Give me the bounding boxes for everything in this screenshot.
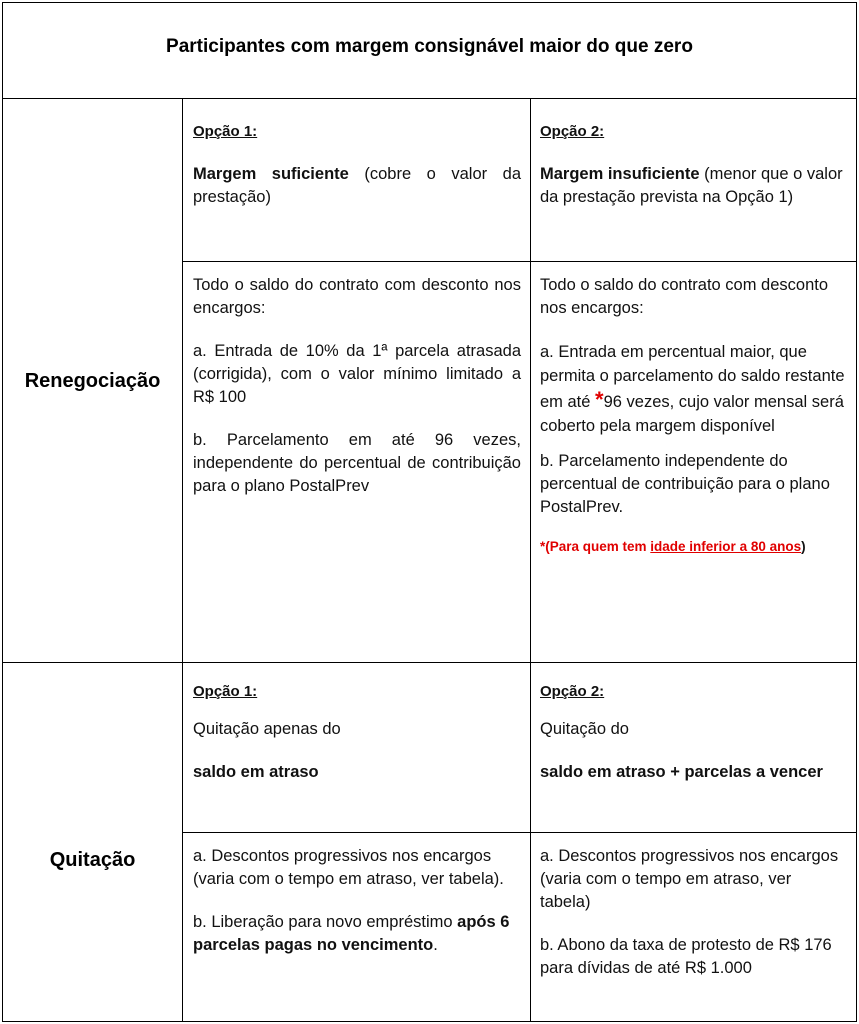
reneg-option1-heading: Opção 1: (193, 123, 258, 140)
reneg-details1-intro: Todo o saldo do contrato com desconto nos encargos: (193, 276, 521, 317)
reneg-details1-item-a: a. Entrada de 10% da 1ª parcela atrasada (corrigida), com o valor mínimo limitado a R$ 100 (193, 342, 521, 406)
age-footnote-end: ) (801, 539, 806, 554)
reneg-details2-item-b: b. Parcelamento independente do percentual de contribuição para o plano PostalPrev. (540, 452, 830, 516)
table-border-bottom (2, 1021, 856, 1022)
table-title: Participantes com margem consignável maior do que zero (166, 36, 693, 57)
row-label-renegociacao: Renegociação (24, 370, 161, 392)
reneg-subrow-divider (182, 261, 856, 262)
reneg-option2-text: (menor que o valor da prestação prevista na Opção 1) (540, 165, 843, 206)
table-border-right (856, 2, 857, 1022)
age-footnote-start: *(Para quem tem (540, 539, 651, 554)
quit-option2-bold: saldo em atraso + parcelas a vencer (540, 763, 823, 781)
reneg-details2-intro: Todo o saldo do contrato com desconto nos encargos: (540, 276, 829, 317)
quit-subrow-divider (182, 832, 856, 833)
column-divider-1 (182, 98, 183, 1022)
table-border-top (2, 2, 856, 3)
reneg-details1-cell (193, 274, 521, 498)
reneg-details2-item-a-start: a. Entrada em percentual maior, que permita o parcelamento do saldo restante em até (540, 343, 845, 411)
quit-details2-item-b: b. Abono da taxa de protesto de R$ 176 para dívidas de até R$ 1.000 (540, 936, 832, 977)
reneg-option1-text: (cobre o valor da prestação) (193, 165, 522, 206)
asterisk-marker: * (595, 387, 604, 412)
quit-option2-heading: Opção 2: (540, 683, 605, 700)
column-divider-2 (530, 98, 531, 1022)
reneg-option2-cell (540, 120, 848, 209)
reneg-option1-bold: Margem suficiente (193, 165, 349, 183)
quit-option1-text: Quitação apenas do (193, 720, 341, 738)
quit-details1-item-b-end: . (433, 936, 438, 954)
quit-option1-heading: Opção 1: (193, 683, 258, 700)
reneg-option1-cell (193, 120, 521, 209)
reneg-option2-bold: Margem insuficiente (540, 165, 700, 183)
reneg-details2-cell (540, 274, 848, 557)
title-row-divider (2, 98, 856, 99)
quit-details2-item-a: a. Descontos progressivos nos encargos (varia com o tempo em atraso, ver tabela) (540, 847, 839, 911)
quit-option1-cell (193, 680, 521, 784)
reneg-details1-item-b: b. Parcelamento em até 96 vezes, independente do percentual de contribuição para o plano PostalPrev (193, 431, 521, 495)
reneg-details2-item-a-end: 96 vezes, cujo valor mensal será coberto pela margem disponível (540, 393, 844, 435)
quit-details1-item-a: a. Descontos progressivos nos encargos (varia com o tempo em atraso, ver tabela). (193, 847, 504, 888)
reneg-option2-heading: Opção 2: (540, 123, 605, 140)
quit-option2-cell (540, 680, 840, 784)
quit-details2-cell (540, 845, 840, 980)
quit-details1-item-b-start: b. Liberação para novo empréstimo (193, 913, 458, 931)
quit-option2-text: Quitação do (540, 720, 629, 738)
section-divider (2, 662, 856, 663)
age-footnote-link[interactable]: idade inferior a 80 anos (650, 539, 802, 554)
quit-details1-item-b-bold: após 6 parcelas pagas no vencimento (193, 913, 510, 954)
row-label-quitacao: Quitação (49, 849, 136, 871)
quit-option1-bold: saldo em atraso (193, 763, 319, 781)
quit-details1-cell (193, 845, 521, 957)
age-footnote (540, 537, 848, 557)
